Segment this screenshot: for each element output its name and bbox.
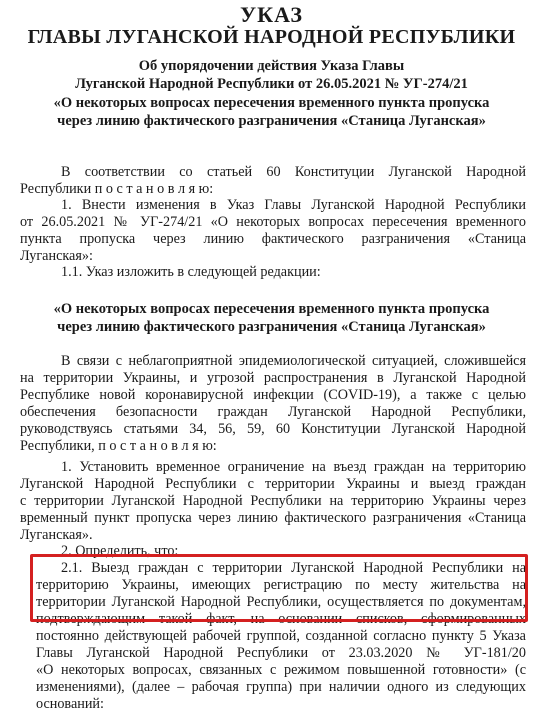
q-item1-line: Луганская».	[20, 527, 93, 543]
intro-line: В соответствии со статьей 60 Конституции Луганской Народной	[61, 164, 526, 180]
item1-line: Луганская»:	[20, 248, 93, 264]
intro-line: Республики п о с т а н о в л я ю:	[20, 181, 214, 197]
q-item2: 2. Определить, что:	[61, 543, 179, 559]
q-item1-line: с территории Луганской Народной Республики на территорию Украины через	[20, 493, 526, 509]
decree-issuer: ГЛАВЫ ЛУГАНСКОЙ НАРОДНОЙ РЕСПУБЛИКИ	[27, 26, 516, 48]
para-line: обеспечения безопасности граждан Луганской Народной Республики,	[20, 404, 526, 420]
q-item1-line: временный пункт пропуска через линию фактического разграничения «Станица	[20, 510, 526, 526]
q-item2-1-line: 2.1. Выезд граждан с территории Луганской Народной Республики на	[61, 560, 526, 576]
para-line: руководствуясь статьями 34, 56, 59, 60 Конституции Луганской Народной	[20, 421, 526, 437]
quote-title-line: «О некоторых вопросах пересечения временного пункта пропуска	[53, 301, 490, 317]
q-item2-1-line: постоянно действующей рабочей группой, созданной согласно пункту 5 Указа	[36, 628, 526, 644]
subtitle-line: «О некоторых вопросах пересечения временного пункта пропуска	[53, 95, 490, 111]
subtitle-line: через линию фактического разграничения «Станица Луганская»	[57, 113, 486, 129]
item1-1: 1.1. Указ изложить в следующей редакции:	[61, 264, 321, 280]
q-item2-1-line: подтверждающим такой факт, на основании списков, сформированных	[36, 611, 526, 627]
para-line: Республике новой коронавирусной инфекции (COVID-19), а также с целью	[20, 387, 526, 403]
item1-line: пункта пропуска через линию фактического разграничения «Станица	[20, 231, 526, 247]
q-item1-line: 1. Установить временное ограничение на въезд граждан на территорию	[61, 459, 526, 475]
item1-line: 1. Внести изменения в Указ Главы Луганской Народной Республики	[61, 197, 526, 213]
q-item2-1-line: «О некоторых вопросах, связанных с режимом повышенной готовности» (с	[36, 662, 526, 678]
q-item2-1-line: оснований:	[36, 696, 104, 712]
para-line: Республики, п о с т а н о в л я ю:	[20, 438, 217, 454]
red-highlight-box	[30, 554, 528, 622]
q-item2-1-line: Главы Луганской Народной Республики от 23.03.2020 № УГ-181/20	[36, 645, 526, 661]
subtitle-line: Луганской Народной Республики от 26.05.2021 № УГ-274/21	[75, 76, 468, 92]
q-item2-1-line: изменениями), (далее – рабочая группа) при наличии одного из следующих	[36, 679, 526, 695]
para-line: на территории Украины, и угрозой распространения в Луганской Народной	[20, 370, 526, 386]
quote-title-line: через линию фактического разграничения «Станица Луганская»	[57, 319, 486, 335]
item1-line: от 26.05.2021 № УГ-274/21 «О некоторых вопросах пересечения временного	[20, 214, 526, 230]
q-item1-line: Луганской Народной Республики с территории Украины и выезд граждан	[20, 476, 526, 492]
q-item2-1-line: территорию Украины, имеющих регистрацию по месту жительства на	[36, 577, 526, 593]
decree-title: УКАЗ	[239, 2, 304, 27]
para-line: В связи с неблагоприятной эпидемиологической ситуацией, сложившейся	[61, 353, 526, 369]
q-item2-1-line: территории Луганской Народной Республики, осуществляется по документам,	[36, 594, 526, 610]
subtitle-line: Об упорядочении действия Указа Главы	[138, 58, 405, 74]
